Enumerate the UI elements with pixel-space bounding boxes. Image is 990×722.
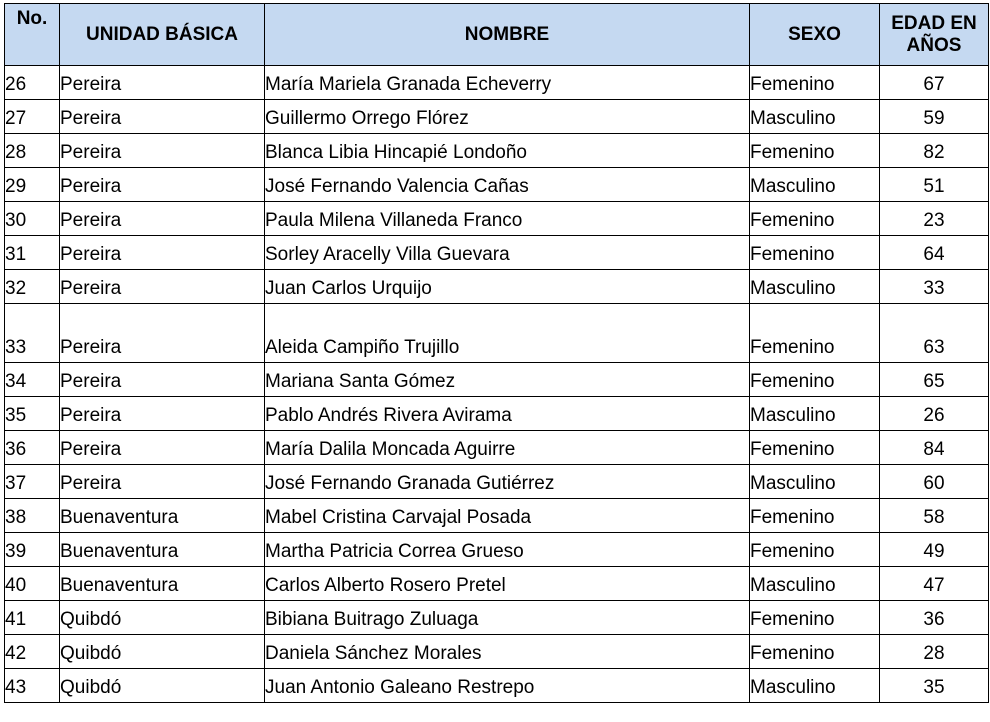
cell-unit: Pereira [60, 168, 265, 202]
table-row [5, 499, 989, 533]
cell-no: 40 [5, 567, 60, 601]
table-row [5, 202, 989, 236]
cell-sex: Masculino [750, 567, 880, 601]
cell-name: Guillermo Orrego Flórez [265, 100, 750, 134]
column-header-sex: SEXO [750, 4, 880, 66]
table-row [5, 601, 989, 635]
cell-unit: Buenaventura [60, 533, 265, 567]
cell-no: 38 [5, 499, 60, 533]
column-header-unit: UNIDAD BÁSICA [60, 4, 265, 66]
table-row [5, 465, 989, 499]
cell-age: 23 [880, 202, 989, 236]
table-row [5, 168, 989, 202]
table-row [5, 270, 989, 304]
cell-unit: Pereira [60, 100, 265, 134]
table-row [5, 304, 989, 363]
cell-age: 67 [880, 66, 989, 100]
cell-age: 84 [880, 431, 989, 465]
cell-name: Aleida Campiño Trujillo [265, 304, 750, 363]
members-table [4, 3, 989, 703]
cell-unit: Pereira [60, 236, 265, 270]
cell-sex: Femenino [750, 236, 880, 270]
cell-unit: Pereira [60, 270, 265, 304]
cell-unit: Buenaventura [60, 567, 265, 601]
cell-sex: Femenino [750, 533, 880, 567]
cell-age: 26 [880, 397, 989, 431]
cell-no: 35 [5, 397, 60, 431]
header-row [5, 4, 989, 66]
column-header-no: No. [5, 4, 60, 66]
cell-no: 30 [5, 202, 60, 236]
cell-no: 36 [5, 431, 60, 465]
cell-name: Daniela Sánchez Morales [265, 635, 750, 669]
table-row [5, 66, 989, 100]
cell-no: 27 [5, 100, 60, 134]
table-row [5, 363, 989, 397]
cell-sex: Femenino [750, 304, 880, 363]
cell-name: Sorley Aracelly Villa Guevara [265, 236, 750, 270]
cell-sex: Masculino [750, 397, 880, 431]
table-row [5, 397, 989, 431]
cell-sex: Masculino [750, 669, 880, 703]
cell-sex: Femenino [750, 202, 880, 236]
cell-age: 33 [880, 270, 989, 304]
cell-name: María Dalila Moncada Aguirre [265, 431, 750, 465]
cell-name: Carlos Alberto Rosero Pretel [265, 567, 750, 601]
cell-age: 51 [880, 168, 989, 202]
cell-sex: Femenino [750, 134, 880, 168]
table-body [5, 66, 989, 703]
cell-name: Mabel Cristina Carvajal Posada [265, 499, 750, 533]
cell-unit: Pereira [60, 363, 265, 397]
cell-sex: Femenino [750, 635, 880, 669]
cell-no: 34 [5, 363, 60, 397]
cell-unit: Pereira [60, 134, 265, 168]
cell-age: 28 [880, 635, 989, 669]
cell-age: 47 [880, 567, 989, 601]
cell-no: 26 [5, 66, 60, 100]
table-row [5, 533, 989, 567]
cell-sex: Masculino [750, 465, 880, 499]
cell-no: 41 [5, 601, 60, 635]
cell-sex: Masculino [750, 100, 880, 134]
column-header-name: NOMBRE [265, 4, 750, 66]
cell-unit: Pereira [60, 66, 265, 100]
cell-age: 58 [880, 499, 989, 533]
cell-no: 29 [5, 168, 60, 202]
cell-name: Martha Patricia Correa Grueso [265, 533, 750, 567]
cell-unit: Buenaventura [60, 499, 265, 533]
cell-unit: Pereira [60, 431, 265, 465]
cell-no: 32 [5, 270, 60, 304]
table-row [5, 134, 989, 168]
cell-unit: Quibdó [60, 635, 265, 669]
cell-name: José Fernando Valencia Cañas [265, 168, 750, 202]
cell-sex: Femenino [750, 499, 880, 533]
cell-age: 36 [880, 601, 989, 635]
cell-name: Blanca Libia Hincapié Londoño [265, 134, 750, 168]
column-header-age: EDAD EN AÑOS [880, 4, 989, 66]
cell-sex: Masculino [750, 168, 880, 202]
cell-no: 31 [5, 236, 60, 270]
cell-no: 28 [5, 134, 60, 168]
cell-age: 65 [880, 363, 989, 397]
table-row [5, 567, 989, 601]
cell-unit: Pereira [60, 202, 265, 236]
cell-age: 82 [880, 134, 989, 168]
cell-age: 60 [880, 465, 989, 499]
cell-sex: Masculino [750, 270, 880, 304]
cell-unit: Pereira [60, 397, 265, 431]
table-row [5, 669, 989, 703]
cell-no: 33 [5, 304, 60, 363]
cell-name: Pablo Andrés Rivera Avirama [265, 397, 750, 431]
cell-name: Paula Milena Villaneda Franco [265, 202, 750, 236]
table-row [5, 431, 989, 465]
cell-unit: Pereira [60, 465, 265, 499]
cell-no: 43 [5, 669, 60, 703]
cell-age: 63 [880, 304, 989, 363]
cell-name: Bibiana Buitrago Zuluaga [265, 601, 750, 635]
cell-name: Juan Carlos Urquijo [265, 270, 750, 304]
table-row [5, 236, 989, 270]
cell-age: 64 [880, 236, 989, 270]
cell-no: 42 [5, 635, 60, 669]
table-header [5, 4, 989, 66]
cell-sex: Femenino [750, 431, 880, 465]
cell-unit: Quibdó [60, 601, 265, 635]
table-row [5, 635, 989, 669]
cell-name: Juan Antonio Galeano Restrepo [265, 669, 750, 703]
cell-age: 49 [880, 533, 989, 567]
cell-name: José Fernando Granada Gutiérrez [265, 465, 750, 499]
cell-age: 35 [880, 669, 989, 703]
cell-sex: Femenino [750, 601, 880, 635]
cell-no: 37 [5, 465, 60, 499]
cell-name: María Mariela Granada Echeverry [265, 66, 750, 100]
cell-sex: Femenino [750, 66, 880, 100]
cell-sex: Femenino [750, 363, 880, 397]
cell-name: Mariana Santa Gómez [265, 363, 750, 397]
cell-unit: Pereira [60, 304, 265, 363]
table-row [5, 100, 989, 134]
cell-no: 39 [5, 533, 60, 567]
cell-unit: Quibdó [60, 669, 265, 703]
cell-age: 59 [880, 100, 989, 134]
